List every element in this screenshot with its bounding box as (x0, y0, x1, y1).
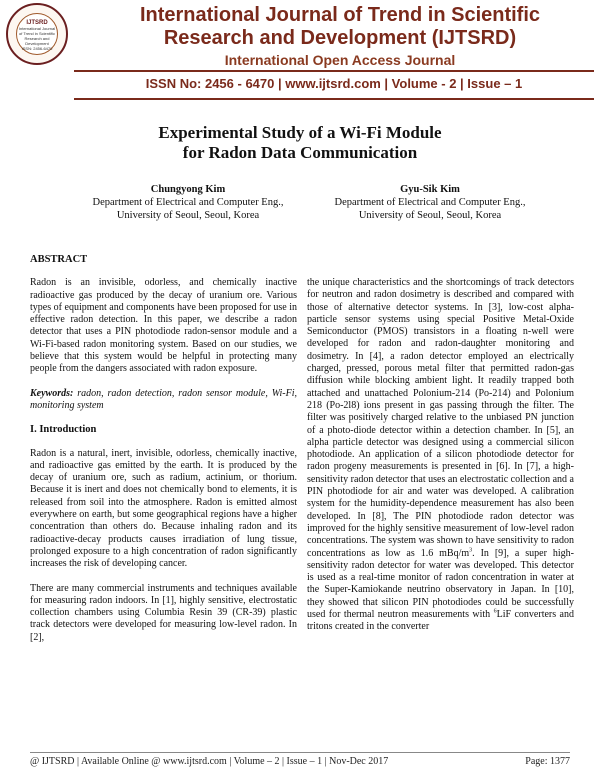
journal-title-line2: Research and Development (IJTSRD) (163, 27, 517, 49)
author-univ: University of Seoul, Seoul, Korea (116, 210, 260, 221)
keywords-label: Keywords: (30, 387, 74, 399)
right-column (307, 277, 574, 646)
author-dept: Department of Electrical and Computer Eng., (334, 197, 526, 208)
logo-seal (16, 13, 58, 55)
author-block-2 (300, 183, 560, 222)
abstract-text: Radon is an invisible, odorless, and chemically inactive radioactive gas produced by the decay of uranium ore. Various types of equipment and components have been proposed for use in effective radon detection. In this paper, we describe a radon detector that uses a PIN photodiode radon-sensor module and a Wi-Fi-based radon monitoring system. Based on our studies, we believe that this system would be helpful in protecting many people from the dangers associated with radon exposure. (30, 277, 297, 375)
author-block-1 (58, 183, 318, 222)
superscript-cubed: 3 (469, 547, 473, 554)
intro-paragraph-2: There are many commercial instruments and techniques available for measuring radon indoors. In [1], highly sensitive, electrostatic collection chambers using Columbia Resin 39 (CR-39) plastic track detectors were developed for measuring low-level radon. In [2], (30, 582, 297, 643)
abstract-heading: ABSTRACT (30, 254, 88, 265)
introduction-heading: I. Introduction (30, 424, 97, 436)
intro-text-b: . In [9], a super high-sensitivity radon detector for water was developed. This detector is used as a real-time monitor of radon concentration in water at the Super-Kamiokande neutrino observatory in Japan. In [10], they showed that silicon PIN photodiodes could be successfully used for thermal neutron measurements with (307, 547, 574, 621)
journal-header (0, 0, 600, 100)
issn-line: ISSN No: 2456 - 6470 | www.ijtsrd.com | Volume - 2 | Issue – 1 (145, 76, 523, 91)
intro-paragraph-continued (307, 277, 574, 634)
intro-text-c: LiF converters and tritons created in the converter (307, 609, 574, 633)
author-name: Gyu-Sik Kim (400, 184, 460, 195)
left-column (30, 254, 297, 656)
paper-title-line1: Experimental Study of a Wi-Fi Module (158, 123, 442, 142)
author-univ: University of Seoul, Seoul, Korea (358, 210, 502, 221)
paper-title-line2: for Radon Data Communication (182, 143, 418, 162)
header-divider-bottom (74, 98, 594, 100)
keywords-text: radon, radon detection, radon sensor module, Wi-Fi, monitoring system (30, 387, 297, 411)
open-access-label: International Open Access Journal (224, 52, 456, 68)
author-name: Chungyong Kim (150, 184, 226, 195)
footer-citation: @ IJTSRD | Available Online @ www.ijtsrd.com | Volume – 2 | Issue – 1 | Nov-Dec 2017 (30, 756, 389, 767)
logo-issn: ISSN: 2456-6470 (21, 46, 53, 51)
header-divider-top (74, 70, 594, 72)
intro-paragraph-1: Radon is a natural, inert, invisible, odorless, chemically inactive, and radioactive gas emitted by the earth. It is produced by the decay of uranium ore, such as radium, actinium, or thorium. Because it is inert and does not chemically bond to elements, it is released from soil into the atmosphere. Radon is emitted almost everywhere on earth, but some geographical regions have a higher concentration than others do. Because inhaling radon and its radioactive-decay products causes irradiation of lung tissue, prolonged exposure to a high concentration of radon significantly increases the risk of developing cancer. (30, 447, 297, 570)
page-footer (30, 756, 570, 767)
keywords (30, 388, 297, 413)
page-number: Page: 1377 (525, 756, 570, 767)
author-dept: Department of Electrical and Computer Eng., (92, 197, 284, 208)
journal-title-line1: International Journal of Trend in Scientific (139, 4, 541, 26)
intro-text-a: the unique characteristics and the shortcomings of track detectors for neutron and radon dosimetry is described and compared with those of alternative detector systems. In [3], low-cost alpha-particle sensor systems using special Positive Metal-Oxide Semiconductor (PMOS) transistors in a floating n-well were developed for radon and radon-daughter monitoring and dosimetry. In [4], a radon detector employed an electrically charged, pressed, porous metal filter that permitted radon-gas diffusion while blocking ambient light. It readily trapped both attached and unattached Polonium-214 (Po-214) and Polonium 218 (Po-2l8) ions present in gas passing through the filter. The filter was positively charged relative to the unbiased PN junction of a photo-diode detector within a detection chamber. In [5], an alpha particle detector was designed using a commercial silicon photodiode. An application of a silicon photodiode detector for radon progeny measurements is presented in [6]. In [7], a high-sensitivity radon detector that uses an electrostatic collection and a PIN photodiode for air and water was developed. A calibration system for the humidity-dependence measurement has also been developed. In [8], The PIN photodiode radon detector was improved for the highly sensitive measurement of low-level radon concentrations. The system was shown to have sensitivity to radon concentrations as low as 1.6 mBq/m (307, 277, 574, 559)
superscript-isotope: 6 (493, 608, 497, 615)
footer-divider (30, 752, 570, 753)
logo-subtitle: International Journal of Trend in Scientific Research and Development (18, 26, 56, 46)
journal-logo (6, 3, 68, 65)
logo-name: IJTSRD (26, 20, 48, 26)
